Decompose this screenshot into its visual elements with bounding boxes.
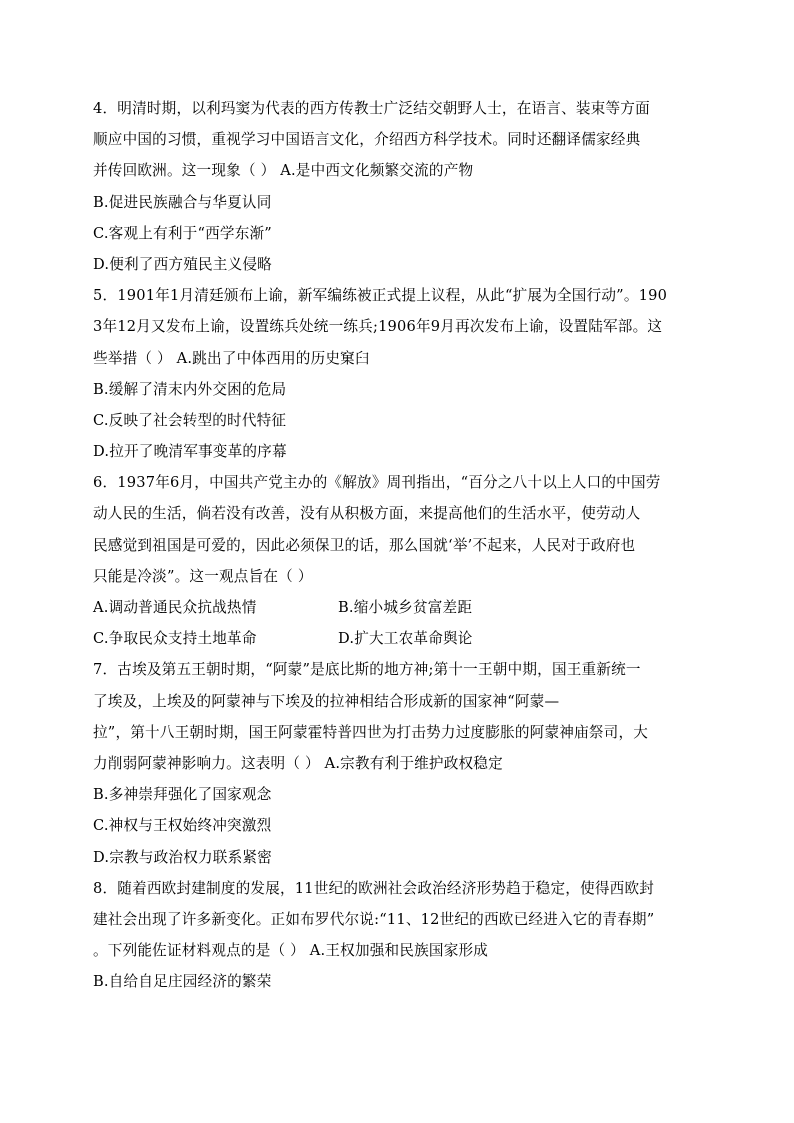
- question-4-option-b: B.促进民族融合与华夏认同: [93, 193, 272, 211]
- question-8-line-1: 8．随着西欧封建制度的发展，11世纪的欧洲社会政治经济形势趋于稳定，使得西欧封: [93, 879, 655, 897]
- question-4-line-1: 4．明清时期，以利玛窦为代表的西方传教士广泛结交朝野人士，在语言、装束等方面: [93, 100, 650, 117]
- question-5-line-3: 些举措（ ） A.跳出了中体西用的历史窠臼: [93, 349, 370, 367]
- question-7: [93, 654, 699, 872]
- question-6-line-1: 6．1937年6月，中国共产党主办的《解放》周刊指出，“百分之八十以上人口的中国劳: [93, 474, 661, 492]
- question-6-option-d: D.扩大工农革命舆论: [338, 630, 473, 648]
- question-5-option-c: C.反映了社会转型的时代特征: [93, 411, 287, 429]
- question-7-option-c: C.神权与王权始终冲突激烈: [93, 817, 272, 835]
- question-8-line-2: 建社会出现了许多新变化。正如布罗代尔说:“11、12世纪的西欧已经进入它的青春期”: [93, 910, 655, 928]
- question-6-options-row-1: [93, 592, 699, 623]
- question-7-option-b: B.多神崇拜强化了国家观念: [93, 786, 272, 804]
- question-4-option-d: D.便利了西方殖民主义侵略: [93, 255, 272, 273]
- question-6-option-b: B.缩小城乡贫富差距: [338, 599, 473, 616]
- question-8-line-3: 。下列能佐证材料观点的是（ ） A.王权加强和民族国家形成: [93, 942, 489, 960]
- question-6-options-row-2: [93, 623, 699, 654]
- question-6-line-4: 只能是冷淡”。这一观点旨在（ ）: [93, 567, 313, 585]
- question-8: [93, 873, 699, 998]
- question-6-line-3: 民感觉到祖国是可爱的，因此必须保卫的话，那么国就‘举’不起来，人民对于政府也: [93, 536, 636, 554]
- question-7-line-4: 力削弱阿蒙神影响力。这表明（ ） A.宗教有利于维护政权稳定: [93, 754, 503, 772]
- question-5-line-2: 3年12月又发布上谕，设置练兵处统一练兵;1906年9月再次发布上谕，设置陆军部。这: [93, 318, 663, 336]
- question-7-line-2: 了埃及，上埃及的阿蒙神与下埃及的拉神相结合形成新的国家神“阿蒙—: [93, 692, 560, 710]
- question-6-option-c: C.争取民众支持土地革命: [93, 630, 257, 648]
- question-8-option-b: B.自给自足庄园经济的繁荣: [93, 973, 272, 991]
- question-7-option-d: D.宗教与政治权力联系紧密: [93, 848, 272, 866]
- question-6-option-a: A.调动普通民众抗战热情: [93, 599, 257, 616]
- question-6-line-2: 动人民的生活，倘若没有改善，没有从积极方面，来提高他们的生活水平，使劳动人: [93, 505, 641, 523]
- question-7-line-3: 拉”，第十八王朝时期，国王阿蒙霍特普四世为打击势力过度膨胀的阿蒙神庙祭司，大: [93, 723, 649, 741]
- question-7-line-1: 7．古埃及第五王朝时期，“阿蒙”是底比斯的地方神;第十一王朝中期，国王重新统一: [93, 661, 641, 679]
- document-page: [93, 93, 699, 997]
- question-4-line-3: 并传回欧洲。这一现象（ ） A.是中西文化频繁交流的产物: [93, 162, 474, 180]
- question-4: [93, 93, 699, 280]
- question-4-line-2: 顺应中国的习惯，重视学习中国语言文化，介绍西方科学技术。同时还翻译儒家经典: [93, 131, 641, 149]
- question-5-option-b: B.缓解了清末内外交困的危局: [93, 380, 287, 398]
- question-5-option-d: D.拉开了晚清军事变革的序幕: [93, 443, 287, 461]
- question-4-option-c: C.客观上有利于“西学东渐”: [93, 224, 272, 242]
- question-5-line-1: 5．1901年1月清廷颁布上谕，新军编练被正式提上议程，从此“扩展为全国行动”。190: [93, 287, 668, 305]
- question-6: [93, 467, 699, 654]
- question-5: [93, 280, 699, 467]
